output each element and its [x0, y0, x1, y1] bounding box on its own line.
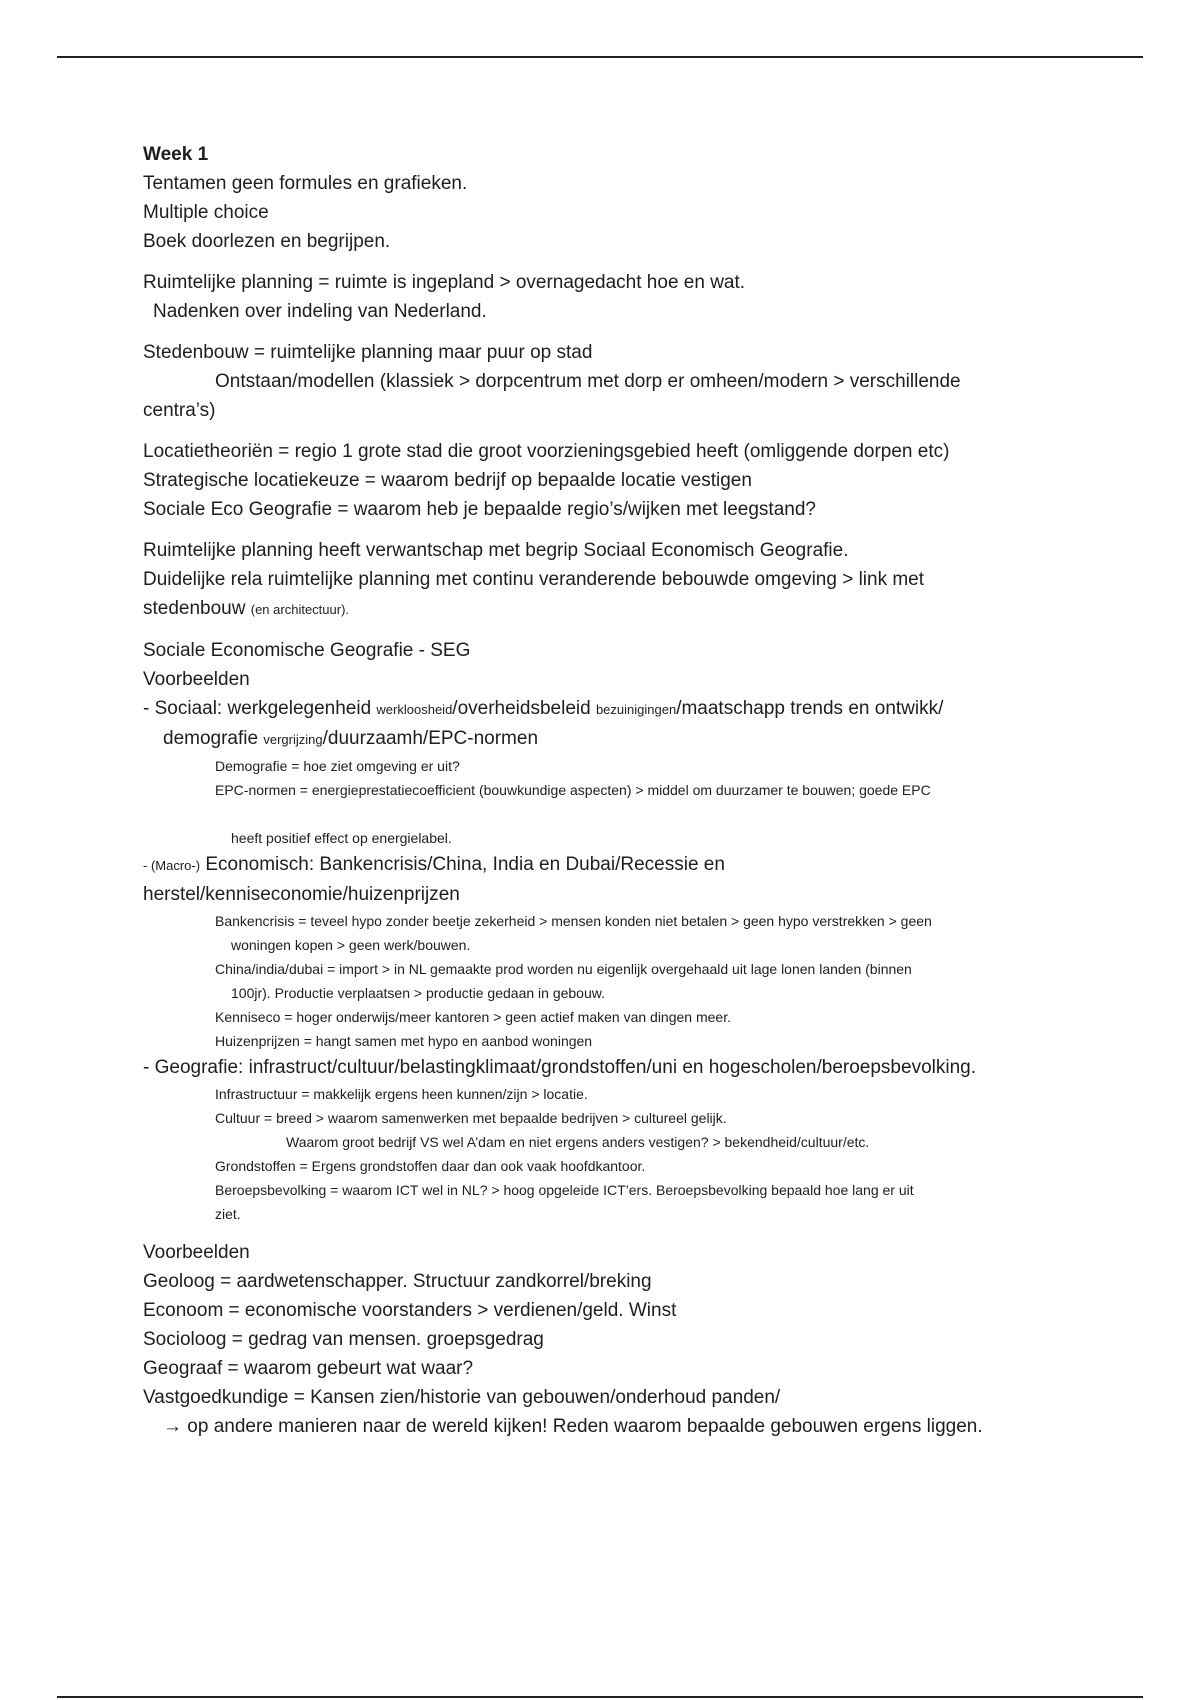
economic-text: Economisch: Bankencrisis/China, India en Dubai/Recessie en [205, 854, 725, 875]
note-line: Infrastructuur = makkelijk ergens heen kunnen/zijn > locatie. [215, 1086, 588, 1102]
social-line [143, 694, 1063, 724]
note-line: Bankencrisis = teveel hypo zonder beetje zekerheid > mensen konden niet betalen > geen hypo verstrekken > geen [215, 913, 932, 929]
note-line: Waarom groot bedrijf VS wel A’dam en niet ergens anders vestigen? > bekendheid/cultuur/etc. [286, 1134, 870, 1150]
social-small: werkloosheid [376, 702, 453, 717]
page-heading: Week 1 [143, 144, 209, 165]
note-line: Grondstoffen = Ergens grondstoffen daar dan ook vaak hoofdkantoor. [215, 1158, 646, 1174]
definition-ruimtelijke-planning: Ruimtelijke planning = ruimte is ingepland > overnagedacht hoe en wat. [143, 272, 746, 293]
arrow-icon: → [163, 1416, 182, 1437]
economic-prefix: - (Macro-) [143, 858, 201, 873]
note-line: EPC-normen = energieprestatiecoefficient (bouwkundige aspecten) > middel om duurzamer te bouwen; goede EPC [215, 782, 931, 798]
geography-line: - Geografie: infrastruct/cultuur/belastingklimaat/grondstoffen/uni en hogescholen/beroepsbevolking. [143, 1057, 976, 1078]
note-line: China/india/dubai = import > in NL gemaakte prod worden nu eigenlijk overgehaald uit lage lonen landen (binnen [215, 961, 912, 977]
definition-sub-continued: centra’s) [143, 400, 216, 421]
locatie-line: Strategische locatiekeuze = waarom bedrijf op bepaalde locatie vestigen [143, 470, 752, 491]
economic-line-continued: herstel/kenniseconomie/huizenprijzen [143, 884, 460, 905]
conclusion-line [143, 1412, 1063, 1441]
role-line: Geoloog = aardwetenschapper. Structuur zandkorrel/breking [143, 1271, 652, 1292]
relation-word: stedenbouw [143, 598, 246, 619]
relation-line: Duidelijke rela ruimtelijke planning met continu veranderende bebouwde omgeving > link met [143, 569, 925, 590]
definition-stedenbouw: Stedenbouw = ruimtelijke planning maar puur op stad [143, 342, 593, 363]
social-label: - Sociaal: werkgelegenheid [143, 698, 372, 719]
definition-sub: Nadenken over indeling van Nederland. [153, 301, 487, 322]
note-line: woningen kopen > geen werk/bouwen. [231, 937, 471, 953]
social-text: /duurzaamh/EPC-normen [322, 728, 539, 749]
relation-note: (en architectuur). [250, 602, 350, 617]
footer-rule [57, 1696, 1143, 1698]
social-text: demografie [163, 728, 259, 749]
note-line: ziet. [215, 1206, 241, 1222]
note-line: 100jr). Productie verplaatsen > productie gedaan in gebouw. [231, 985, 605, 1001]
definition-sub: Ontstaan/modellen (klassiek > dorpcentrum met dorp er omheen/modern > verschillende [215, 371, 961, 392]
social-small: bezuinigingen [595, 702, 677, 717]
social-text: /maatschapp trends en ontwikk/ [676, 698, 944, 719]
seg-title: Sociale Economische Geografie - SEG [143, 640, 471, 661]
conclusion-text: op andere manieren naar de wereld kijken! Reden waarom bepaalde gebouwen ergens liggen. [187, 1416, 983, 1437]
role-line: Socioloog = gedrag van mensen. groepsgedrag [143, 1329, 544, 1350]
relation-line: Ruimtelijke planning heeft verwantschap met begrip Sociaal Economisch Geografie. [143, 540, 849, 561]
social-small: vergrijzing [263, 732, 323, 747]
header-rule [57, 56, 1143, 58]
economic-line [143, 850, 1063, 880]
note-line: Cultuur = breed > waarom samenwerken met bepaalde bedrijven > cultureel gelijk. [215, 1110, 727, 1126]
note-line: Kenniseco = hoger onderwijs/meer kantoren > geen actief maken van dingen meer. [215, 1009, 731, 1025]
note-line: heeft positief effect op energielabel. [231, 830, 452, 846]
locatie-line: Locatietheoriën = regio 1 grote stad die groot voorzieningsgebied heeft (omliggende dorpen etc) [143, 441, 950, 462]
intro-line: Boek doorlezen en begrijpen. [143, 231, 391, 252]
social-line-continued [143, 724, 1063, 754]
examples-heading: Voorbeelden [143, 669, 250, 690]
note-line: Huizenprijzen = hangt samen met hypo en aanbod woningen [215, 1033, 593, 1049]
intro-line: Multiple choice [143, 202, 269, 223]
examples-heading: Voorbeelden [143, 1242, 250, 1263]
relation-line [143, 594, 1063, 624]
role-line: Vastgoedkundige = Kansen zien/historie van gebouwen/onderhoud panden/ [143, 1387, 781, 1408]
document-page [143, 140, 1063, 1441]
intro-line: Tentamen geen formules en grafieken. [143, 173, 468, 194]
locatie-line: Sociale Eco Geografie = waarom heb je bepaalde regio’s/wijken met leegstand? [143, 499, 816, 520]
social-text: /overheidsbeleid [452, 698, 591, 719]
role-line: Econoom = economische voorstanders > verdienen/geld. Winst [143, 1300, 677, 1321]
note-line: Beroepsbevolking = waarom ICT wel in NL? > hoog opgeleide ICT’ers. Beroepsbevolking bepaald hoe lang er uit [215, 1182, 914, 1198]
role-line: Geograaf = waarom gebeurt wat waar? [143, 1358, 474, 1379]
note-line: Demografie = hoe ziet omgeving er uit? [215, 758, 460, 774]
